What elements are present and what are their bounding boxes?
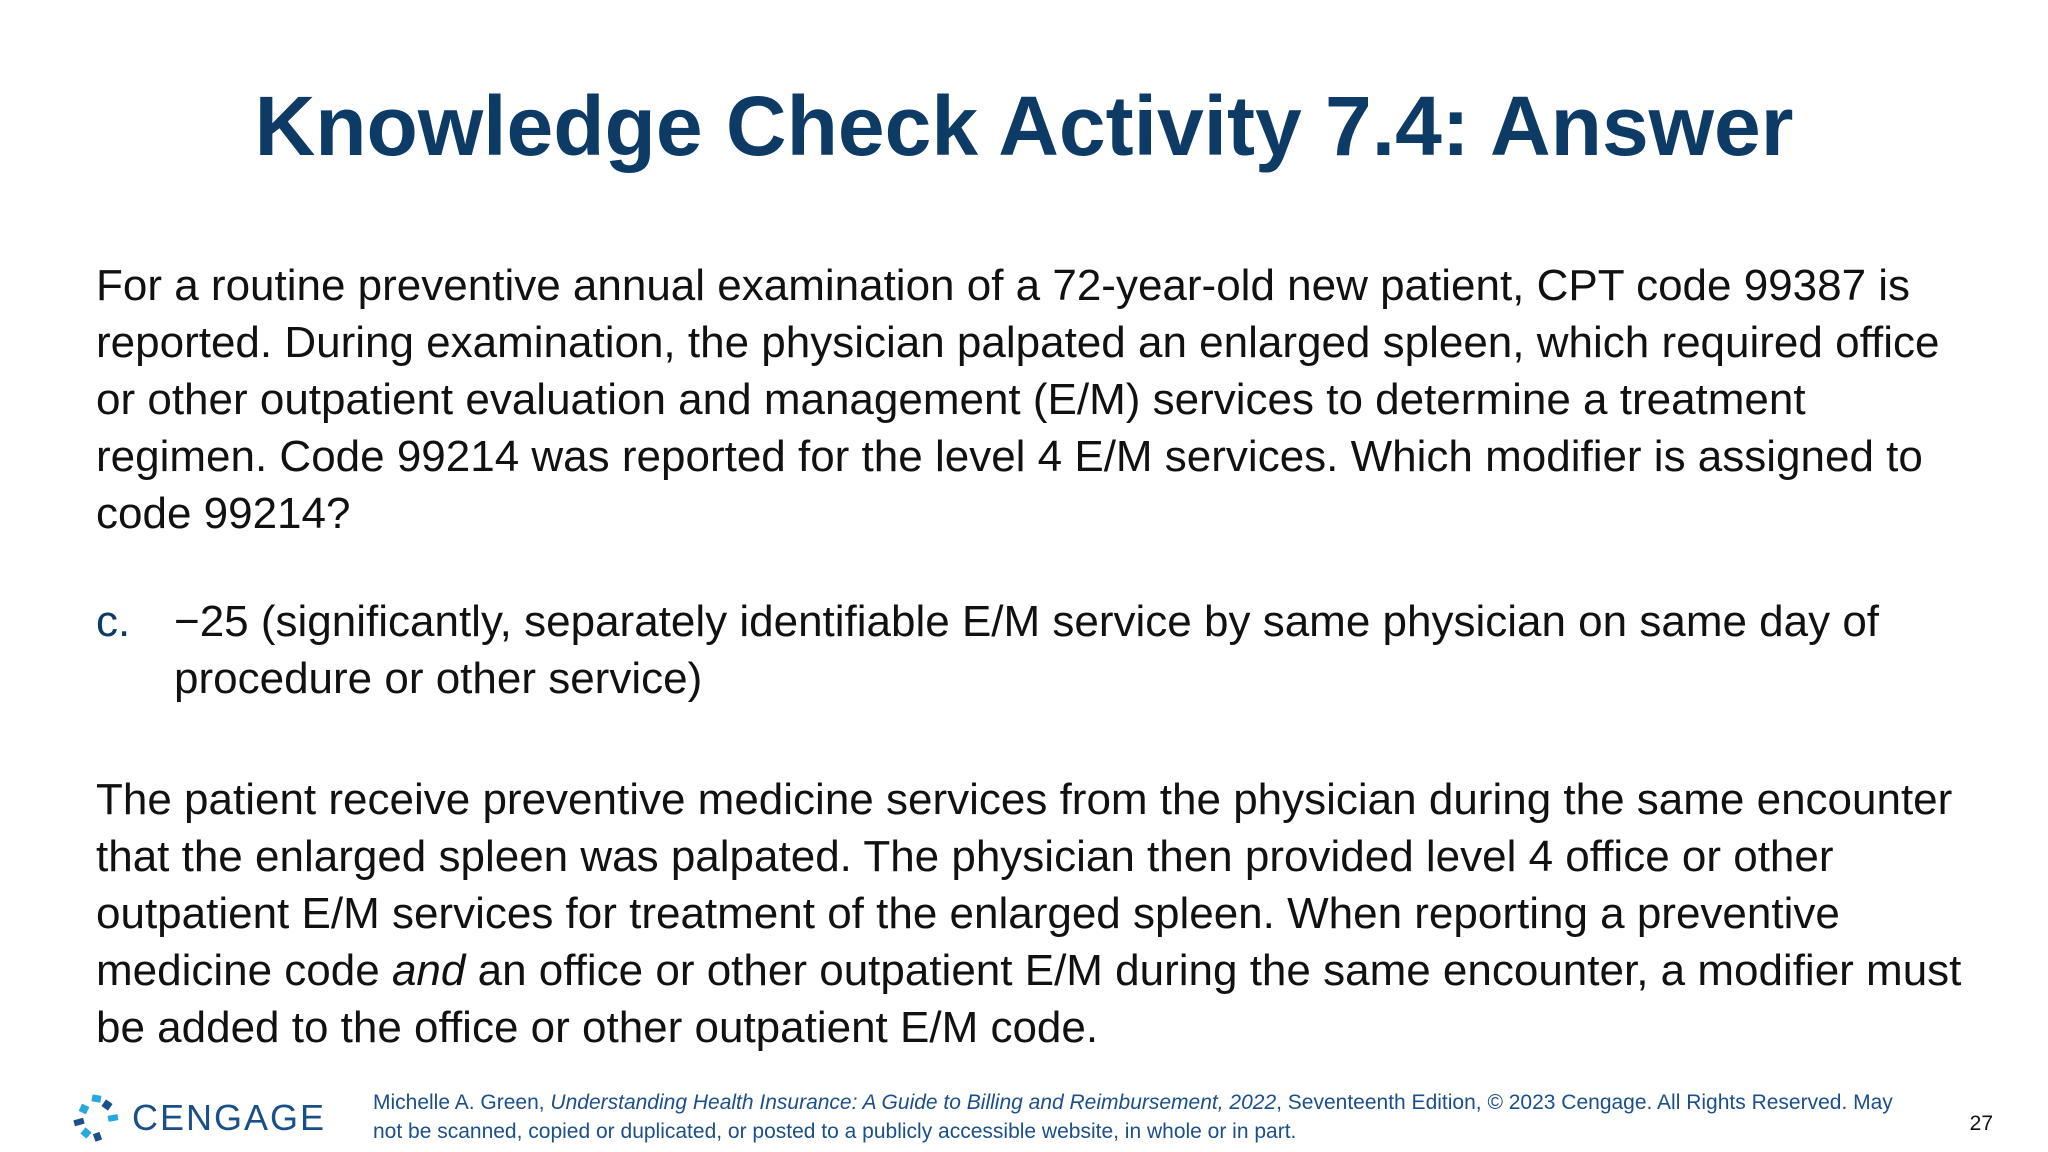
cengage-logo-icon <box>72 1093 122 1143</box>
answer-item <box>96 593 1986 707</box>
explanation-emphasis: and <box>391 946 466 995</box>
explanation-text-start: The patient receive preventive medicine services from the physician during the same encounter that the enlarged spleen was palpated. The physician then provided level 4 office or other outpatient E/M services for treatment of the enlarged spleen. When reporting a preventive medicine code <box>96 775 1953 995</box>
cengage-logo-text: CENGAGE <box>132 1097 327 1138</box>
question-paragraph: For a routine preventive annual examination of a 72-year-old new patient, CPT code 99387 is reported. During examination, the physician palpated an enlarged spleen, which required office or other outpatient evaluation and management (E/M) services to determine a treatment regimen. Code 99214 was reported for the level 4 E/M services. Which modifier is assigned to code 99214? <box>96 261 1940 538</box>
answer-letter: c. <box>96 597 131 646</box>
credit-book-title: Understanding Health Insurance: A Guide to Billing and Reimbursement, 2022 <box>550 1091 1277 1114</box>
copyright-credit <box>373 1088 1893 1146</box>
answer-text: −25 (significantly, separately identifiable E/M service by same physician on same day of procedure or other service) <box>174 597 1880 703</box>
credit-rights: , Seventeenth Edition, © 2023 Cengage. All Rights Reserved. May not be scanned, copied or duplicated, or posted to a publicly accessible website, in whole or in part. <box>373 1091 1893 1143</box>
explanation-paragraph <box>96 771 1986 1056</box>
credit-author: Michelle A. Green, <box>373 1091 551 1114</box>
page-number: 27 <box>1969 1112 1993 1135</box>
slide-title: Knowledge Check Activity 7.4: Answer <box>254 79 1794 173</box>
cengage-logo <box>72 1090 326 1146</box>
explanation-text-end: an office or other outpatient E/M during the same encounter, a modifier must be added to the office or other outpatient E/M code. <box>96 946 1962 1052</box>
